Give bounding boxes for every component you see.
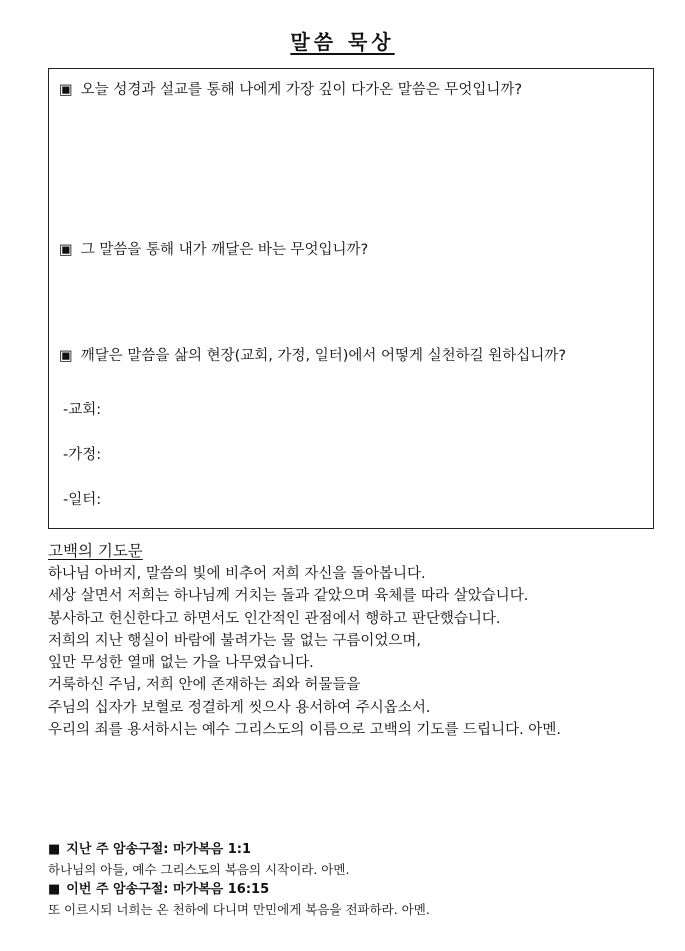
prayer-line: 봉사하고 헌신한다고 하면서도 인간적인 관점에서 행하고 판단했습니다. bbox=[48, 610, 501, 627]
filled-square-bullet-icon: ■ bbox=[48, 882, 61, 897]
question-1-text: 오늘 성경과 설교를 통해 나에게 가장 깊이 다가온 말씀은 무엇입니까? bbox=[80, 82, 523, 98]
page-title bbox=[0, 28, 685, 56]
place-church-label: -교회: bbox=[63, 402, 102, 418]
this-week-verse-heading bbox=[48, 880, 668, 900]
square-bullet-icon: ▣ bbox=[59, 242, 73, 258]
meditation-box bbox=[48, 68, 654, 529]
last-week-verse-heading-text: 지난 주 암송구절: 마가복음 1:1 bbox=[66, 842, 252, 857]
square-bullet-icon: ▣ bbox=[59, 348, 73, 364]
prayer-line: 잎만 무성한 열매 없는 가을 나무였습니다. bbox=[48, 655, 314, 672]
prayer-line: 하나님 아버지, 말씀의 빛에 비추어 저희 자신을 돌아봅니다. bbox=[48, 566, 426, 582]
question-3-text: 깨달은 말씀을 삶의 현장(교회, 가정, 일터)에서 어떻게 실천하길 원하십니까? bbox=[80, 348, 567, 364]
prayer-line: 세상 살면서 저희는 하나님께 거치는 돌과 같았으며 육체를 따라 살았습니다. bbox=[48, 588, 529, 605]
last-week-verse-heading bbox=[48, 840, 668, 860]
prayer-heading: 고백의 기도문 bbox=[48, 542, 143, 560]
prayer-text bbox=[48, 563, 658, 741]
this-week-verse-text: 또 이르시되 너희는 온 천하에 다니며 만민에게 복음을 전파하라. 아멘. bbox=[48, 902, 430, 917]
place-work-label: -일터: bbox=[63, 492, 102, 508]
prayer-line: 저희의 지난 행실이 바람에 불려가는 물 없는 구름이었으며, bbox=[48, 632, 422, 649]
question-1 bbox=[59, 77, 643, 103]
question-2-text: 그 말씀을 통해 내가 깨달은 바는 무엇입니까? bbox=[80, 242, 369, 258]
last-week-verse-text: 하나님의 아들, 예수 그리스도의 복음의 시작이라. 아멘. bbox=[48, 862, 350, 877]
question-3 bbox=[59, 343, 643, 369]
this-week-verse-heading-text: 이번 주 암송구절: 마가복음 16:15 bbox=[66, 882, 270, 897]
page-title-text: 말씀 묵상 bbox=[290, 30, 395, 54]
question-2 bbox=[59, 237, 643, 263]
prayer-line: 주님의 십자가 보혈로 정결하게 씻으사 용서하여 주시옵소서. bbox=[48, 699, 431, 716]
square-bullet-icon: ▣ bbox=[59, 82, 73, 98]
prayer-line: 거룩하신 주님, 저희 안에 존재하는 죄와 허물들을 bbox=[48, 677, 361, 694]
this-week-memory-verse bbox=[48, 880, 668, 919]
prayer-line: 우리의 죄를 용서하시는 예수 그리스도의 이름으로 고백의 기도를 드립니다. 아멘. bbox=[48, 722, 561, 739]
last-week-memory-verse bbox=[48, 840, 668, 879]
place-home-label: -가정: bbox=[63, 447, 102, 463]
filled-square-bullet-icon: ■ bbox=[48, 842, 61, 857]
